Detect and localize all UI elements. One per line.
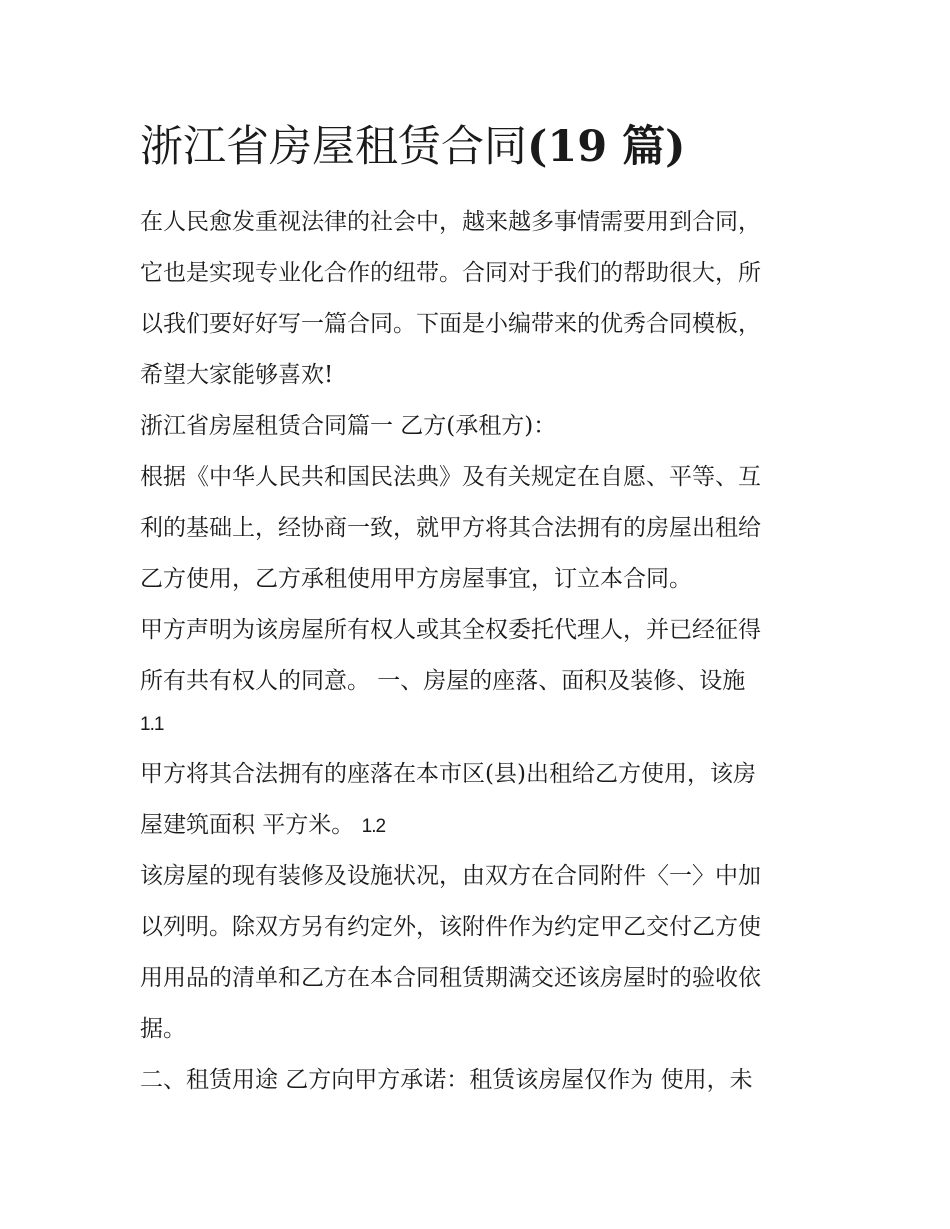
title-text: 浙江省房屋租赁合同 xyxy=(140,122,527,172)
paragraph-line: 所有共有权人的同意。 一、房屋的座落、面积及装修、设施 xyxy=(140,668,746,694)
paragraph-line: 该房屋的现有装修及设施状况，由双方在合同附件〈一〉中加 xyxy=(140,863,761,889)
paragraph-text: 屋建筑面积 平方米。 xyxy=(140,812,355,838)
paragraph-line: 它也是实现专业化合作的纽带。合同对于我们的帮助很大，所 xyxy=(140,260,761,286)
paragraph-line: 用用品的清单和乙方在本合同租赁期满交还该房屋时的验收依 xyxy=(140,965,761,991)
clause-number: 1.1 xyxy=(140,714,164,735)
clause-number: 1.2 xyxy=(361,816,386,837)
paragraph-line: 希望大家能够喜欢! xyxy=(140,362,334,388)
paragraph-line: 据。 xyxy=(140,1016,186,1042)
paragraph-line: 根据《中华人民共和国民法典》及有关规定在自愿、平等、互 xyxy=(140,464,761,490)
paragraph-line: 以列明。除双方另有约定外，该附件作为约定甲乙交付乙方使 xyxy=(140,914,761,940)
paragraph-line xyxy=(140,810,385,842)
title-count: (19 篇) xyxy=(527,122,686,172)
paragraph-line: 以我们要好好写一篇合同。下面是小编带来的优秀合同模板， xyxy=(140,311,761,337)
paragraph-line: 甲方将其合法拥有的座落在本市区(县)出租给乙方使用，该房 xyxy=(140,761,756,787)
document-title xyxy=(140,112,686,182)
paragraph-line: 在人民愈发重视法律的社会中，越来越多事情需要用到合同， xyxy=(140,209,761,235)
paragraph-line: 二、租赁用途 乙方向甲方承诺：租赁该房屋仅作为 使用，未 xyxy=(140,1067,753,1093)
paragraph-line: 乙方使用，乙方承租使用甲方房屋事宜，订立本合同。 xyxy=(140,566,692,592)
paragraph-line: 甲方声明为该房屋所有权人或其全权委托代理人，并已经征得 xyxy=(140,617,761,643)
paragraph-line: 利的基础上，经协商一致，就甲方将其合法拥有的房屋出租给 xyxy=(140,515,761,541)
section-heading-line: 浙江省房屋租赁合同篇一 乙方(承租方)： xyxy=(140,413,557,439)
